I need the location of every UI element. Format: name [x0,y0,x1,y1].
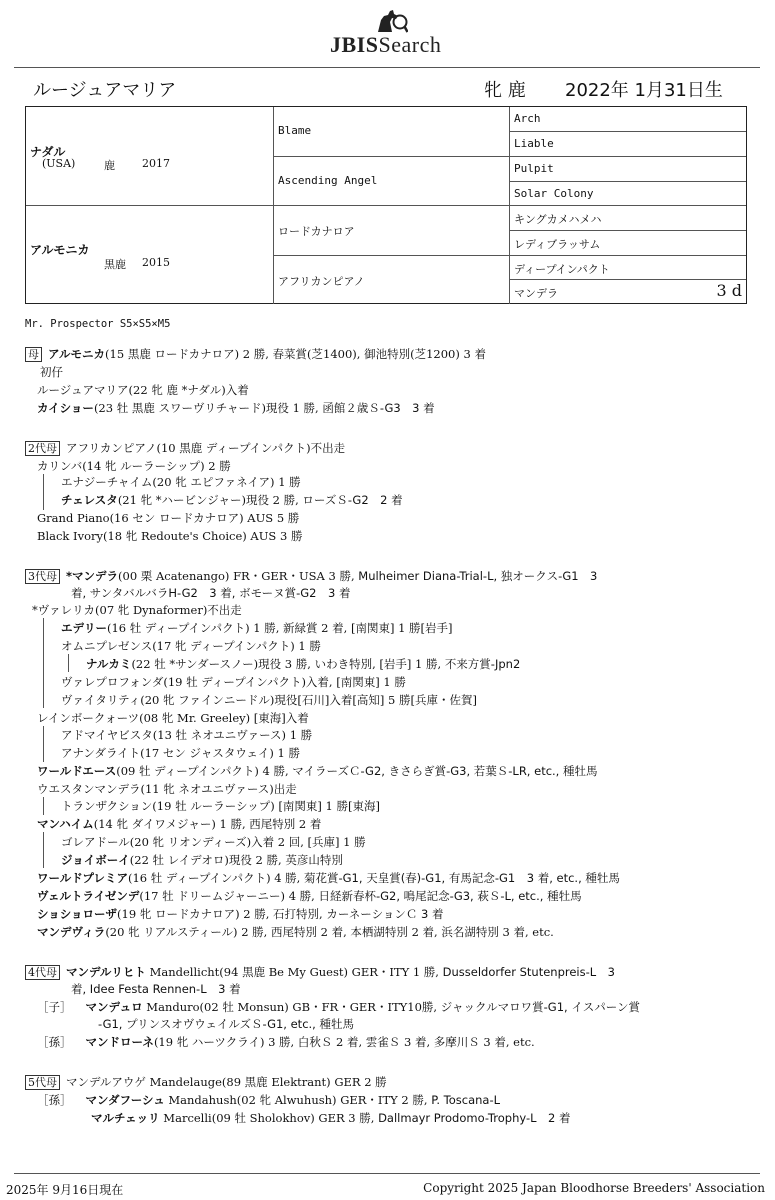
horse-link[interactable]: アルモニカ [48,347,106,361]
footer-rule [14,1173,760,1174]
list-item[interactable]: ウエスタンマンデラ(11 牝 ネオユニヴァース)出走 [37,782,297,796]
pedigree-gen3-name[interactable]: Pulpit [514,162,554,175]
horse-link[interactable]: ナルカミ [86,657,132,671]
horse-link[interactable]: マンデヴィラ [37,925,106,939]
record-text: (00 栗 Acatenango) FR・GER・USA 3 勝, [118,569,359,583]
record-text: Manduro(02 牡 Monsun) GB・FR・GER・ITY10勝, [142,1000,441,1014]
section-tag: 母 [25,347,42,362]
section-tag: 4代母 [25,965,60,980]
record-text: Mandellicht(94 黒鹿 Be My Guest) GER・ITY 1 勝, [145,965,443,979]
list-item: 初仔 [40,365,63,379]
pedigree-gen3-name[interactable]: マンデラ [514,287,558,300]
list-item[interactable]: ヴァイタリティ(20 牝 ファインニードル)現役[石川]入着[高知] 5 勝[兵庫・佐賀] [61,693,477,707]
horse-link[interactable]: マルチェッリ [91,1111,160,1125]
list-item [91,1110,571,1126]
race-record: カーネーションＣ 3 着 [326,907,444,921]
horse-link[interactable]: チェレスタ [61,493,118,507]
list-item [25,1074,387,1090]
footer-date: 2025年 9月16日現在 [6,1183,124,1197]
list-item [61,492,403,508]
list-item [98,1016,354,1032]
race-record: 不来方賞-Jpn2 [444,657,521,671]
list-item [37,816,321,832]
record-text: (20 牝 リアルスティール) 2 勝, 西尾特別 2 着, 本栖湖特別 2 着, 浜名湖特別 3 着, etc. [105,925,554,939]
tree-connector [43,726,44,762]
race-record: 日経新春杯-G2, 鳴尾記念-G3, 萩Ｓ-L, etc., 種牡馬 [318,889,582,903]
list-item [86,656,520,672]
logo-text: JBISSearch [330,32,442,57]
race-record: 函館２歳Ｓ-G3 3 着 [322,401,435,415]
list-item[interactable]: アナンダライト(17 セン ジャスタウェイ) 1 勝 [61,746,300,760]
pedigree-gen3-cell [510,206,746,231]
pedigree-gen3-cell [510,132,746,157]
sire-year: 2017 [142,157,170,170]
record-text: (09 牡 ディープインパクト) 4 勝, [116,764,293,778]
race-record: マイラーズＣ-G2, きさらぎ賞-G3, 若葉Ｓ-LR, etc., 種牡馬 [292,764,598,778]
horse-link[interactable]: ワールドエース [37,764,117,778]
pedigree-gen3-name[interactable]: Arch [514,112,541,125]
horse-name: ルージュアマリア [33,80,177,101]
dam-cell [26,206,274,304]
record-text: (23 牡 黒鹿 スワーヴリチャード)現役 1 勝, [93,401,323,415]
relation-label: ［子］ [37,1000,72,1014]
relation-label: ［孫］ [37,1035,72,1049]
list-item [25,346,486,362]
pedigree-table [25,106,747,304]
pedigree-gen3-cell [510,182,746,206]
list-item [37,906,443,922]
pedigree-gen2-cell [274,256,510,304]
race-record: -G1, プリンスオヴウェイルズＳ-G1, etc., 種牡馬 [98,1017,354,1031]
tree-connector [43,797,44,815]
record-text: (16 牡 ディープインパクト) 4 勝, [127,871,304,885]
list-item[interactable]: *ヴァレリカ(07 牝 Dynaformer)不出走 [32,603,242,617]
section-tag: 3代母 [25,569,60,584]
list-item[interactable]: トランザクション(19 牡 ルーラーシップ) [南関東] 1 勝[東海] [61,799,380,813]
pedigree-gen3-cell [510,280,746,304]
family-number: 3 d [716,281,742,300]
horse-link[interactable]: エデリー [61,621,107,635]
list-item [37,1092,500,1108]
pedigree-gen3-name[interactable]: レディブラッサム [514,238,601,251]
horse-birthdate: 2022年 1月31日生 [565,80,723,101]
tree-connector [43,474,44,510]
record-text: (19 牝 ロードカナロア) 2 勝, 石打特別, [117,907,327,921]
record-text: Marcelli(09 牡 Sholokhov) GER 3 勝, [159,1111,379,1125]
pedigree-gen3-name[interactable]: キングカメハメハ [514,213,602,226]
sire-cell [26,107,274,206]
dam-name[interactable]: アルモニカ [30,243,90,257]
horse-logo-icon [370,8,408,34]
race-record: Mulheimer Diana-Trial-L, 独オークス-G1 3 [358,569,598,583]
record-text: (15 黒鹿 ロードカナロア) 2 勝, 春菜賞(芝1400), 御池特別(芝1200) 3 着 [105,347,486,361]
pedigree-gen2-name[interactable]: Blame [278,124,312,137]
list-item [25,440,345,456]
race-record: ジャックルマロワ賞-G1, イスパーン賞 [440,1000,640,1014]
list-item[interactable]: エナジーチャイム(20 牝 エピファネイア) 1 勝 [61,475,301,489]
tree-connector [68,654,69,672]
list-item [61,852,343,868]
horse-sex-color: 牝 鹿 [484,80,526,101]
list-item[interactable]: アドマイヤビスタ(13 牡 ネオユニヴァース) 1 勝 [61,728,313,742]
pedigree-gen3-name[interactable]: ディープインパクト [514,263,610,276]
pedigree-gen2-name[interactable]: Ascending Angel [278,174,378,187]
horse-link[interactable]: マンダフーシュ [85,1093,165,1107]
record-text: マンデルアウゲ Mandelauge(89 黒鹿 Elektrant) GER 2 勝 [66,1075,387,1089]
list-item [37,400,435,416]
footer-copyright: Copyright 2025 Japan Bloodhorse Breeders' Association [423,1181,765,1195]
race-record: Dallmayr Prodomo-Trophy-L 2 着 [378,1111,571,1125]
list-item [61,620,453,636]
race-record: 菊花賞-G1, 天皇賞(春)-G1, 有馬記念-G1 3 着, etc., 種牡馬 [304,871,620,885]
race-record: ローズＳ-G2 2 着 [302,493,403,507]
list-item[interactable]: レインボークォーツ(08 牝 Mr. Greeley) [東海]入着 [37,711,309,725]
list-item[interactable]: Black Ivory(18 牝 Redoute's Choice) AUS 3 勝 [37,529,303,543]
horse-link[interactable]: ショショローザ [37,907,118,921]
tree-connector [43,618,44,708]
list-item [37,999,640,1015]
horse-link[interactable]: マンハイム [37,817,94,831]
horse-link[interactable]: *マンデラ [66,569,119,583]
tree-connector [43,832,44,868]
race-record: 着, サンタバルバラH-G2 3 着, ボモーヌ賞-G2 3 着 [71,586,351,600]
race-record: Dusseldorfer Stutenpreis-L 3 [442,965,615,979]
dam-year: 2015 [142,256,170,269]
pedigree-gen2-name[interactable]: アフリカンピアノ [278,275,365,288]
record-text: (14 牝 ダイワメジャー) 1 勝, 西尾特別 2 着 [93,817,322,831]
inbreeding-line: Mr. Prospector S5×S5×M5 [25,318,171,330]
record-text: (16 牡 ディープインパクト) 1 勝, 新緑賞 2 着, [南関東] 1 勝[岩手] [107,621,453,635]
list-item [25,964,615,980]
record-text: (22 牡 *サンダースノー)現役 3 勝, いわき特別, [岩手] 1 勝, [131,657,445,671]
section-tag: 2代母 [25,441,60,456]
list-item[interactable] [37,382,249,398]
list-item[interactable]: オムニプレゼンス(17 牝 ディープインパクト) 1 勝 [61,639,321,653]
pedigree-gen3-cell [510,231,746,256]
horse-link[interactable]: マンドローネ [85,1035,154,1049]
record-text: (19 牝 ハーツクライ) 3 勝, 白秋Ｓ 2 着, 雲雀Ｓ 3 着, 多摩川Ｓ 3 着, etc. [153,1035,535,1049]
pedigree-gen3-cell [510,107,746,132]
record-text: アフリカンピアノ(10 黒鹿 ディープインパクト)不出走 [66,441,346,455]
record-text: (21 牝 *ハービンジャー)現役 2 勝, [117,493,303,507]
pedigree-gen2-cell [274,107,510,157]
list-item[interactable]: ゴレアドール(20 牝 リオンディーズ)入着 2 回, [兵庫] 1 勝 [61,835,366,849]
record-text: ルージュアマリア(22 牝 鹿 *ナダル)入着 [37,383,249,397]
pedigree-gen2-name[interactable]: ロードカナロア [278,225,355,238]
record-text: (22 牡 レイデオロ)現役 2 勝, 英彦山特別 [129,853,343,867]
sire-origin: (USA) [42,157,76,170]
pedigree-gen3-name[interactable]: Liable [514,137,554,150]
section-tag: 5代母 [25,1075,60,1090]
race-record: P. Toscana-L [431,1093,501,1107]
list-item [37,888,582,904]
list-item[interactable]: Grand Piano(16 セン ロードカナロア) AUS 5 勝 [37,511,300,525]
list-item [71,585,350,601]
pedigree-gen3-name[interactable]: Solar Colony [514,187,594,200]
pedigree-gen2-cell [274,157,510,206]
list-item [37,870,620,886]
pedigree-gen3-cell [510,256,746,280]
horse-link[interactable]: ジョイボーイ [61,853,130,867]
list-item[interactable]: ヴァレプロフォンダ(19 牡 ディープインパクト)入着, [南関東] 1 勝 [61,675,406,689]
race-record: 着, Idee Festa Rennen-L 3 着 [71,982,241,996]
list-item[interactable]: カリンバ(14 牝 ルーラーシップ) 2 勝 [37,459,231,473]
sire-color: 鹿 [104,159,115,172]
list-item [37,924,554,940]
header-rule [14,67,760,68]
horse-link[interactable]: マンデュロ [85,1000,143,1014]
list-item [37,1034,535,1050]
list-item [25,568,597,584]
horse-link[interactable]: ヴェルトライゼンデ [37,889,140,903]
sire-name[interactable]: ナダル [30,145,66,159]
pedigree-gen3-cell [510,157,746,182]
dam-color: 黒鹿 [104,258,126,271]
horse-link[interactable]: ワールドプレミア [37,871,128,885]
list-item [71,981,241,997]
jbis-logo[interactable] [326,8,461,57]
record-text: (17 牡 ドリームジャーニー) 4 勝, [139,889,319,903]
horse-link[interactable]: カイショー [37,401,94,415]
pedigree-gen2-cell [274,206,510,256]
record-text: Mandahush(02 牝 Alwuhush) GER・ITY 2 勝, [164,1093,432,1107]
horse-link[interactable]: マンデルリヒト [66,965,146,979]
list-item [37,763,598,779]
relation-label: ［孫］ [37,1093,72,1107]
